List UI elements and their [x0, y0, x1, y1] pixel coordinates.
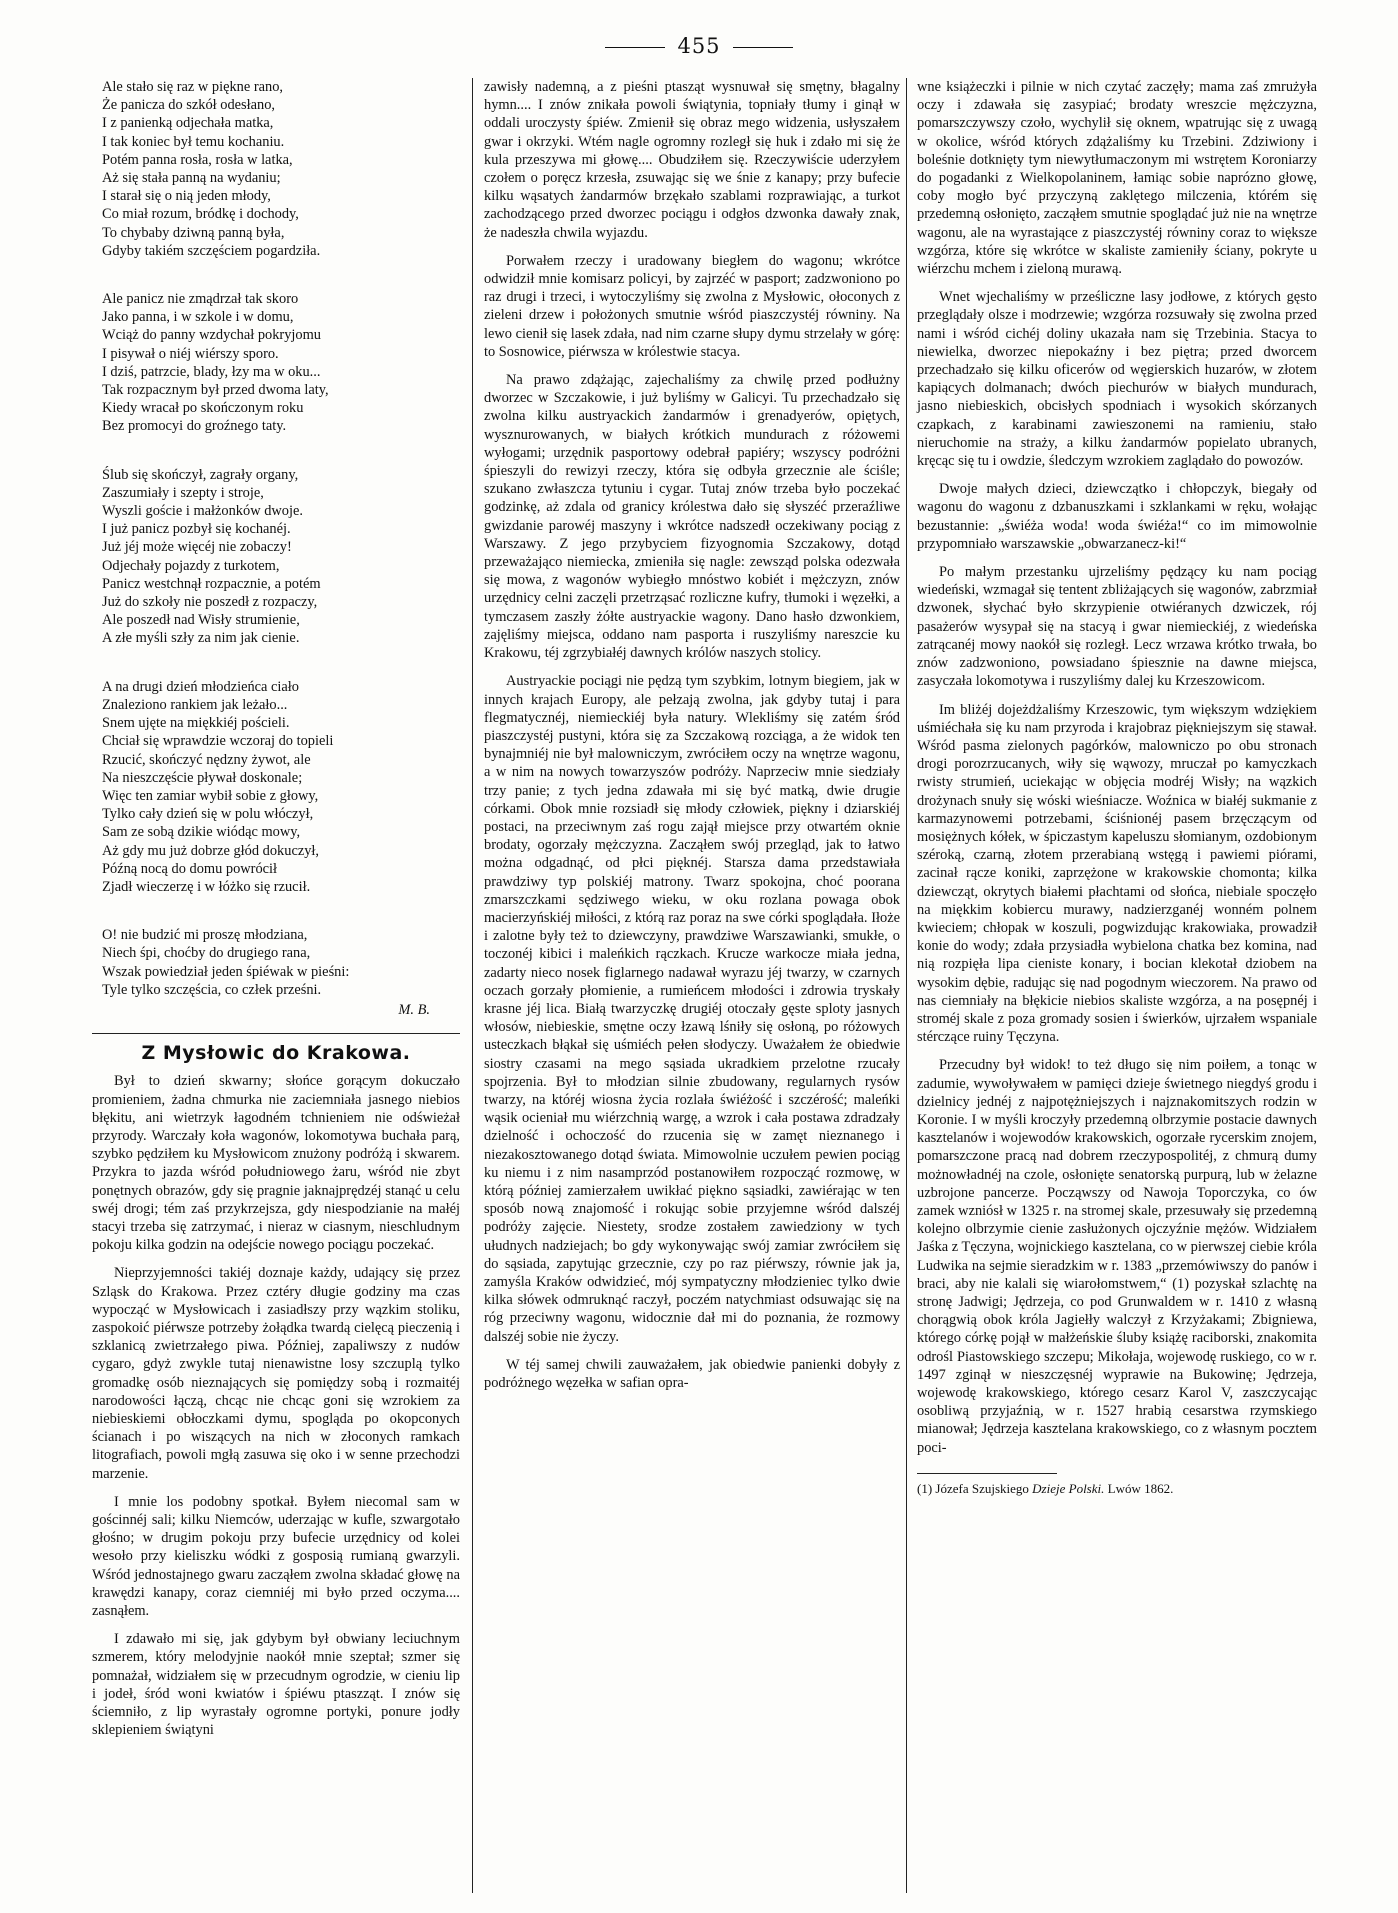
paragraph: wne książeczki i pilnie w nich czytać zaczęły; mama zaś zmrużyła oczy i zdawała się zasypiać; brodaty wreszcie mężczyzna, pomarszczywszy czoło, wychylił się oknem, wpatrując się z uwagą w okolice, wśród których zdążaliśmy ku Trzebini. Zdziwiony i boleśnie dotknięty tym niewytłumaczonym mi wstrętem Koroniarzy do pogadanki z Wielkopolaninem, łamiąc sobie naprózno głowę, coby mogło być przyczyną zaklętego milczenia, którém się przedemną osłonięto, zacząłem smutnie spoglądać już nie na wnętrze wagonu, ale na wyrastające z piaszczystéj równiny coraz to większe wzgórza, które się wkrótce w skaliste zamieniły ściany, pokryte u wiérzchu mchem i zieloną murawą. — [917, 79, 1317, 278]
paragraph: Porwałem rzeczy i uradowany biegłem do wagonu; wkrótce odwidził mnie komisarz policyi, by zajrzéć w pasport; zadzwoniono po raz drugi i trzeci, i wytoczyliśmy się zwolna z Mysłowic, ołoconych z zieleni drzew i położonych smutnie wśród piaszczystéj równiny. Na lewo cienił się lasek zdała, nad nim czarne słupy dymu strzelały w górę: to Sosnowice, piérwsza w królestwie stacya. — [484, 252, 900, 360]
footnote-author: (1) Józefa Szujskiego — [917, 1480, 1033, 1496]
paragraph: Po małym przestanku ujrzeliśmy pędzący ku nam pociąg wiedeński, wzmagał się tentent zbliżających się wagonów, zabrzmiał dzwonek, słychać było skrzypienie otwiéranych dzwiczek, rój pasażerów wysypał się na stacyą i gwar niemieckiéj, z wiedeńska zatrącanéj mowy naokół się rozległ. Lecz wrzawa krótko trwała, bo znów zadzwoniono, powsiadano śpiesznie na dawne miejsca, zasyczała lokomotywa i ruszyliśmy dalej ku Krzeszowicom. — [917, 564, 1317, 690]
poem-line: Zaszumiały i szepty i stroje, — [102, 484, 264, 501]
paragraph: Na prawo zdążając, zajechaliśmy za chwilę przed podłużny dworzec w Szczakowie, i już byliśmy w Galicyi. Tu przechadzało się zwolna kilku austryackich żandarmów i grenadyerów, opiętych, wysznurowanych, w białych krótkich mundurach z różowemi wyłogami; urzędnik pasportowy odebrał papiéry; wszyscy podróżni śpieszyli do rewizyi rzeczy, która się odbyła grzecznie ale ściśle; szukano zwłaszcza tytuniu i cygar. Tutaj znów trzeba było poczekać godzinkę, aż zdala od granicy królestwa dało się słyszéć przeraźliwe gwizdanie parowéj maszyny i wkrótce nadszedł oczekiwany pociąg z Warszawy. Z jego przybyciem fizyognomia Szczakowy, dotąd przeważająco niemiecka, zmieniła się nagle: zewsząd polska odezwała się mowa, z wagonów wybiegło mnóstwo kobiét i mężczyzn, znów urzędnicy celni zaczęli przetrząsać rozliczne kufry, tłumoki i węzełki, a tymczasem zaszły żółte austryackie wagony. Dano hasło dzwonkiem, zajęliśmy miejsca, oddano nam pasporta i ruszyliśmy nareszcie ku Krakowu, téj zgrzybiałéj dawnych królów naszych stolicy. — [484, 372, 900, 662]
column-2 — [484, 78, 900, 1893]
poem-stanza — [102, 926, 460, 999]
poem-line: Odjechały pojazdy z turkotem, — [102, 557, 280, 574]
poem-line: Potém panna rosła, rosła w latka, — [102, 151, 293, 168]
poem-line: I z panienką odjechała matka, — [102, 115, 274, 132]
poem-line: Snem ujęte na miękkiéj pościeli. — [102, 715, 290, 732]
paragraph: Dwoje małych dzieci, dziewczątko i chłopczyk, biegały od wagonu do wagonu z dzbanuszkami i szklankami w ręku, wołając bezustannie: „świéża woda! woda świéża!“ co im mimowolnie przypomniało warszawskie „obwarzanecz-ki!“ — [917, 481, 1317, 552]
paragraph: W téj samej chwili zauważałem, jak obiedwie panienki dobyły z podróżnego węzełka w safian opra- — [484, 1356, 900, 1392]
poem-line: I starał się o nią jeden młody, — [102, 188, 271, 205]
poem-stanza — [102, 78, 460, 260]
poem-line: I tak koniec był temu kochaniu. — [102, 133, 285, 150]
poem-line: Tylko cały dzień się w polu włóczył, — [102, 806, 314, 823]
poem-signature: M. B. — [398, 1001, 430, 1018]
poem-line: Tyle tylko szczęścia, co człek prześni. — [102, 981, 322, 998]
poem-line: Znaleziono rankiem jak leżało... — [102, 696, 288, 713]
article-text-col3 — [917, 78, 1317, 1457]
column-divider — [906, 78, 907, 1893]
poem-line: Wciąż do panny wzdychał pokryjomu — [102, 327, 321, 344]
poem — [92, 78, 460, 999]
poem-line: Sam ze sobą dzikie wiódąc mowy, — [102, 824, 301, 841]
poem-line: A złe myśli szły za nim jak cienie. — [102, 630, 300, 647]
poem-line: Ale panicz nie zmądrzał tak skoro — [102, 291, 299, 308]
poem-line: Wszak powiedział jeden śpiéwak w pieśni: — [102, 963, 350, 980]
page-number-rule-right — [733, 47, 793, 48]
poem-line: Panicz westchnął rozpacznie, a potém — [102, 575, 321, 592]
page-number — [0, 34, 1398, 58]
section-divider — [92, 1033, 460, 1034]
poem-stanza — [102, 678, 460, 896]
poem-line: Zjadł wieczerzę i w łóżko się rzucił. — [102, 878, 311, 895]
poem-line: Ślub się skończył, zagrały organy, — [102, 466, 299, 483]
column-3 — [917, 78, 1317, 1893]
column-1 — [92, 78, 460, 1893]
poem-line: Co miał rozum, bródkę i dochody, — [102, 206, 299, 223]
poem-line: Już jéj może więcéj nie zobaczy! — [102, 539, 292, 556]
paragraph: I mnie los podobny spotkał. Byłem niecomal sam w gościnnéj sali; kilku Niemców, uderzając w kufle, szwargotało głośno; w drugim pokoju przy bufecie urzędnicy od kolei wesoło przy kieliszku wódki z gosposią rumianą gwarzyli. Wśród jednostajnego gwaru zacząłem zwolna składać głowę na krawędzi kanapy, coraz ciemniéj mi było przed oczyma.... zasnąłem. — [92, 1493, 460, 1620]
paragraph: Im bliżéj dojeżdżaliśmy Krzeszowic, tym większym wdziękiem uśmiéchała się ku nam przyroda i krajobraz piękniejszym się stawał. Wśród pasma zielonych pagórków, malowniczo po obu stronach drogi porozrzucanych, wiły się wąwozy, mruczał po kamyczkach rwisty strumień, uciekając w objęcia modréj Wisły; na wązkich drożynach snuły się wóski wieśniacze. Woźnica w białéj sukmanie z karmazynowemi potrzebami, ściśnionéj pasem brzęczącym od mosiężnych kółek, w śpiczastym kapeluszu słomianym, ozdobionym széroką, czarną, złotem przerabianą wstęgą i pawiemi piórami, zacinał rącze koniki, zaprzężone w krakowskie chomonta; kilka dziewcząt, okrytych białemi płachtami od słońca, niebiale spoczęło na miękkim kobiercu murawy, nadzierzganéj wonném polnem kwieciem; chłopak w koszuli, pogwizdując krakowiaka, prowadził konie do wody; zdała przysiadła wybielona chatka bez komina, nad nią rozpięła lipa cieniste konary, i bocian klekotał dziobem na wysokim dębie, radując się nad pogodnym wieczorem. Na prawo od nas ciemniały na błękicie niebios skaliste wzgórza, a na posępnéj i stroméj skale z poza gromady sosien i świerków, ujrzałem wspaniale stérczące ruiny Tęczyna. — [917, 701, 1317, 1046]
poem-line: Aż się stała panną na wydaniu; — [102, 170, 281, 187]
poem-line: Kiedy wracał po skończonym roku — [102, 400, 304, 417]
poem-line: Już do szkoły nie poszedł z rozpaczy, — [102, 594, 318, 611]
poem-line: Późną nocą do domu powrócił — [102, 860, 278, 877]
poem-line: I pisywał o niéj wiérszy sporo. — [102, 345, 279, 362]
poem-line: A na drugi dzień młodzieńca ciało — [102, 678, 299, 695]
paragraph: I zdawało mi się, jak gdybym był obwiany leciuchnym szmerem, który melodyjnie naokół mnie szeptał; szmer się pomnażał, widziałem się w przecudnym ogrodzie, w cieniu lip i jodeł, śród woni kwiatów i śpiéwu ptaszząt. I znów się ściemniło, z lip wyrastały ogromne portyki, ponure jodły sklepieniem świątyni — [92, 1631, 460, 1739]
poem-line: Gdyby takiém szczęściem pogardziła. — [102, 242, 321, 259]
footnote-rule — [917, 1473, 1057, 1474]
poem-line: Rzucić, skończyć nędzny żywot, ale — [102, 751, 311, 768]
poem-line: Bez promocyi do groźnego taty. — [102, 418, 287, 435]
poem-line: Jako panna, i w szkole i w domu, — [102, 309, 294, 326]
poem-line: Aż gdy mu już dobrze głód dokuczył, — [102, 842, 320, 859]
poem-stanza — [102, 290, 460, 436]
poem-stanza — [102, 466, 460, 648]
poem-line: O! nie budzić mi proszę młodziana, — [102, 927, 308, 944]
footnote-work: Dzieje Polski. — [1032, 1480, 1105, 1496]
paragraph: Nieprzyjemności takiéj doznaje każdy, udający się przez Szląsk do Krakowa. Przez cztéry długie godziny ma czas wypocząć w Mysłowicach i zasiadłszy przy wązkim stoliku, zaspokoić piérwsze potrzeby żołądka twardą cielęcą pieczenią i szklanicą zwietrzałego piwa. Później, zapaliwszy z nudów cygaro, gdyż zwykle tutaj nienawistne losy szczuplą tylko gromadkę osób nieznających się pomiędzy sobą i rozmaitéj narodowości łączą, chcąc nie chcąc goni się wzrokiem za niebieskiemi obłoczkami dymu, spogląda po okopconych ścianach i po wiszących na nich w złoconych ramkach litografiach, powoli mgłą zasuwa się oko i w senne przechodzi marzenie. — [92, 1265, 460, 1482]
footnote-place: Lwów 1862. — [1104, 1480, 1174, 1496]
poem-line: Na nieszczęście pływał doskonale; — [102, 769, 303, 786]
paragraph: Austryackie pociągi nie pędzą tym szybkim, lotnym biegiem, jak w innych krajach Europy, ale pełzają zwolna, jak gdyby tutaj i para flegmatycznéj, niemieckiéj była natury. Wlekliśmy się zatém śród piaszczystéj pustyni, która się za Szczakową rozciąga, a że widok ten bynajmniéj nie był malowniczym, zwróciłem oczy na wnętrze wagonu, a w nim na nowych towarzyszów podróży. Naprzeciw mnie siedziały trzy panie; z tych jedna zdawała mi się być matką, dwie drugie córkami. Obok mnie rozsiadł się młody człowiek, piękny i dziarskiéj postaci, na przeciwnym zaś rogu zajął miejsce przy otwartém oknie brodaty, ogorzały mężczyzna. Zacząłem swój przegląd, jak to łatwo można odgadnąć, od płci pięknéj. Starsza dama przedstawiała prawdziwy typ polskiéj matrony. Twarz spokojna, choć poorana zmarszczkami sędziwego wieku, w oku rozlana powaga obok macierzyńskiéj miłości, z którą raz poraz na swe córki spoglądała. Iłoże i zalotne były też to dziewczyny, prawdziwe Warszawianki, smukłe, o toczonéj kibici i maleńkich rączkach. Krucze warkocze miała jedna, zadarty nieco nosek figlarnego nadawał wyrazu jéj twarzy, w czarnych oczach gorzały płomienie, a rumieńcem młodości i zdrowia tryskały krasne jéj lica. Białą twarzyczkę drugiéj otoczały gęste sploty jasnych włosów, niebieskie, smętne oczy łzawą lśniły się osłoną, po różowych usteczkach błąkał się uśmiéch pełen słodyczy. Uważałem że obiedwie siostry czasami na mego sąsiada ukradkiem przelotne rzucały spojrzenia. Był to młodzian silnie zbudowany, regularnych rysów twarzy, na któréj wiosna życia rozlała świéżość i szczérość; maleńki wąsik ocieniał mu wiérzchnią wargę, a wzrok i cała postawa zdradzały dzielność i ochoczość do rzucenia się w zamęt nieznanego i niezakosztowanego dotąd świata. Mimowolnie uczułem pewien pociąg ku niemu i z nim nasamprzód postanowiłem rozpocząć rozmowę, w którą później zamierzałem uwikłać piękno sąsiadki, zawiérając w ten sposób nową znajomość i rokując sobie przyjemne wśród dalszéj podróży zajęcie. Niestety, srodze zostałem zawiedziony w tych ułudnych nadziejach; bo gdy wykonywając swój zamiar zwróciłem się do sąsiada, zapytując grzecznie, czy po raz piérwszy, równie jak ja, zamyśla Kraków odwidzieć, mój sympatyczny młodzieniec tylko dwie kilka słówek odmruknąć raczył, poczém natychmiast odsuwając się na róg przeciwny wagonu, widocznie dał mi do poznania, że rozmowy dalszéj sobie nie życzy. — [484, 673, 900, 1345]
poem-line: I dziś, patrzcie, blady, łzy ma w oku... — [102, 363, 321, 380]
paragraph: Wnet wjechaliśmy w prześliczne lasy jodłowe, z których gęsto przeglądały olsze i modrzewie; wzgórza rozsuwały się zwolna przed nami i wśród cichéj doliny ukazała nam się Trzebinia. Stacya to niewielka, dworzec niepokaźny i bez piętra; przed dworcem przechadzało się kilku oficerów od węgierskich huzarów, w złotem kapiących dolmanach; dwóch piechurów w białych mundurach, jasno niebieskich, obcisłych spodniach i wysokich skórzanych czapkach, z karabinami zawieszonemi na ramieniu, stało nieruchomie na straży, a kilku żandarmów popielato ubranych, kręcąc się tu i owdzie, śledczym wzrokiem zaglądało do powozów. — [917, 289, 1317, 470]
poem-line: Niech śpi, choćby do drugiego rana, — [102, 945, 311, 962]
paragraph: zawisły nademną, a z pieśni ptasząt wysnuwał się smętny, błagalny hymn.... I znów znikała powoli świątynia, topniały tłumy i ginął w oddali uroczysty śpiéw. Zmienił się obraz mego widzenia, usłyszałem gwar i okrzyki. Wtém nagle ogromny rozległ się huk i zdało mi się że kula przeszywa mi głowę.... Obudziłem się. Rzeczywiście uderzyłem czołem o poręcz krzesła, zsuwając się we śnie z kanapy; przy bufecie kilku wąsatych żandarmów brzękało szablami rozprawiając, a turkot zachodzącego przed dworzec pociągu i odgłos dzwonka dawały znak, że nadeszła chwila wyjazdu. — [484, 79, 900, 241]
poem-line: Tak rozpacznym był przed dwoma laty, — [102, 382, 329, 399]
article-text-col1 — [92, 1072, 460, 1739]
paragraph: Przecudny był widok! to też długo się nim poiłem, a tonąc w zadumie, wywoływałem w pamięci dzieje świetnego niegdyś grodu i dzielnicy jednéj z najpotężniejszych i najznakomitszych rodzin w Koronie. I w myśli kroczyły przedemną olbrzymie postacie dawnych kasztelanów i wojewodów krakowskich, ogorzałe rycerskim znojem, pomarszczone pracą nad dobrem rzeczypospolitéj, z chmurą dumy możnowładnéj na czole, osłonięte senatorską purpurą, lub w żelazne uzbrojone pancerze. Począwszy od Nawoja Toporczyka, co ów zamek wzniósł w 1325 r. na stromej skale, przesuwały się przedemną kolejno olbrzymie cienie zasłużonych ojczyźnie mężów. Widziałem Jaśka z Tęczyna, wojnickiego kasztelana, co w pierwszej ciebie króla Ludwika na sejmie sieradzkim w r. 1383 „przemówiwszy do panów i braci, aby nie kalali się wiarołomstwem,“ (1) pozyskał szlachtę na stronę Jadwigi; Jędrzeja, co pod Grunwaldem w r. 1410 z własną chorągwią obok króla Jagiełły walczył z Krzyżakami; Zbigniewa, którego córkę pojął w małżeńskie śluby książę raciborski, znakomita odrośl Piastowskiego szczepu; Mikołaja, wojewodę ruskiego, co w r. 1497 zginął w nieszczęsnéj wyprawie na Bukowinę; Jędrzeja, wojewodę krakowskiego, którego cesarz Karol V, zaszczycając osobliwą przyjaźnią, w r. 1527 hrabią cesarstwa rzymskiego mianował; Jędrzeja kasztelana krakowskiego, co z własnym pocztem poci- — [917, 1057, 1317, 1456]
poem-line: Więc ten zamiar wybił sobie z głowy, — [102, 787, 319, 804]
poem-line: I już panicz pozbył się kochanéj. — [102, 521, 291, 538]
poem-line: Chciał się wprawdzie wczoraj do topieli — [102, 733, 334, 750]
page-number-text: 455 — [677, 34, 721, 58]
poem-line: Ale poszedł nad Wisły strumienie, — [102, 612, 300, 629]
footnote — [917, 1480, 1317, 1498]
poem-line: Ale stało się raz w piękne rano, — [102, 79, 284, 95]
poem-line: Wyszli goście i małżonków dwoje. — [102, 503, 303, 520]
paragraph: Był to dzień skwarny; słońce gorącym dokuczało promieniem, żadna chmurka nie zaciemniała jasnego niebios błękitu, ani wietrzyk łagodném tchnieniem nie odświeżał przyrody. Warczały koła wagonów, lokomotywa buchała parą, szybko pędziłem ku Mysłowicom znużony podróżą i skwarem. Przykra to jazda wśród południowego żaru, wśród nie zbyt ponętnych obrazów, gdy się pragnie jaknajprędzéj stanąć u celu swéj drogi; tém zaś przykrzejsza, gdy niespodzianie na małéj stacyi trzeba się zatrzymać, i nieraz w ciasnym, nieschludnym pokoju kilka godzin na odejście nowego pociągu poczekać. — [92, 1073, 460, 1254]
column-divider — [472, 78, 473, 1893]
article-text-col2 — [484, 78, 900, 1392]
poem-line: Że panicza do szkół odesłano, — [102, 97, 276, 114]
article-title: Z Mysłowic do Krakowa. — [141, 1042, 411, 1065]
page-number-rule-left — [605, 47, 665, 48]
poem-line: To chybaby dziwną panną była, — [102, 224, 285, 241]
